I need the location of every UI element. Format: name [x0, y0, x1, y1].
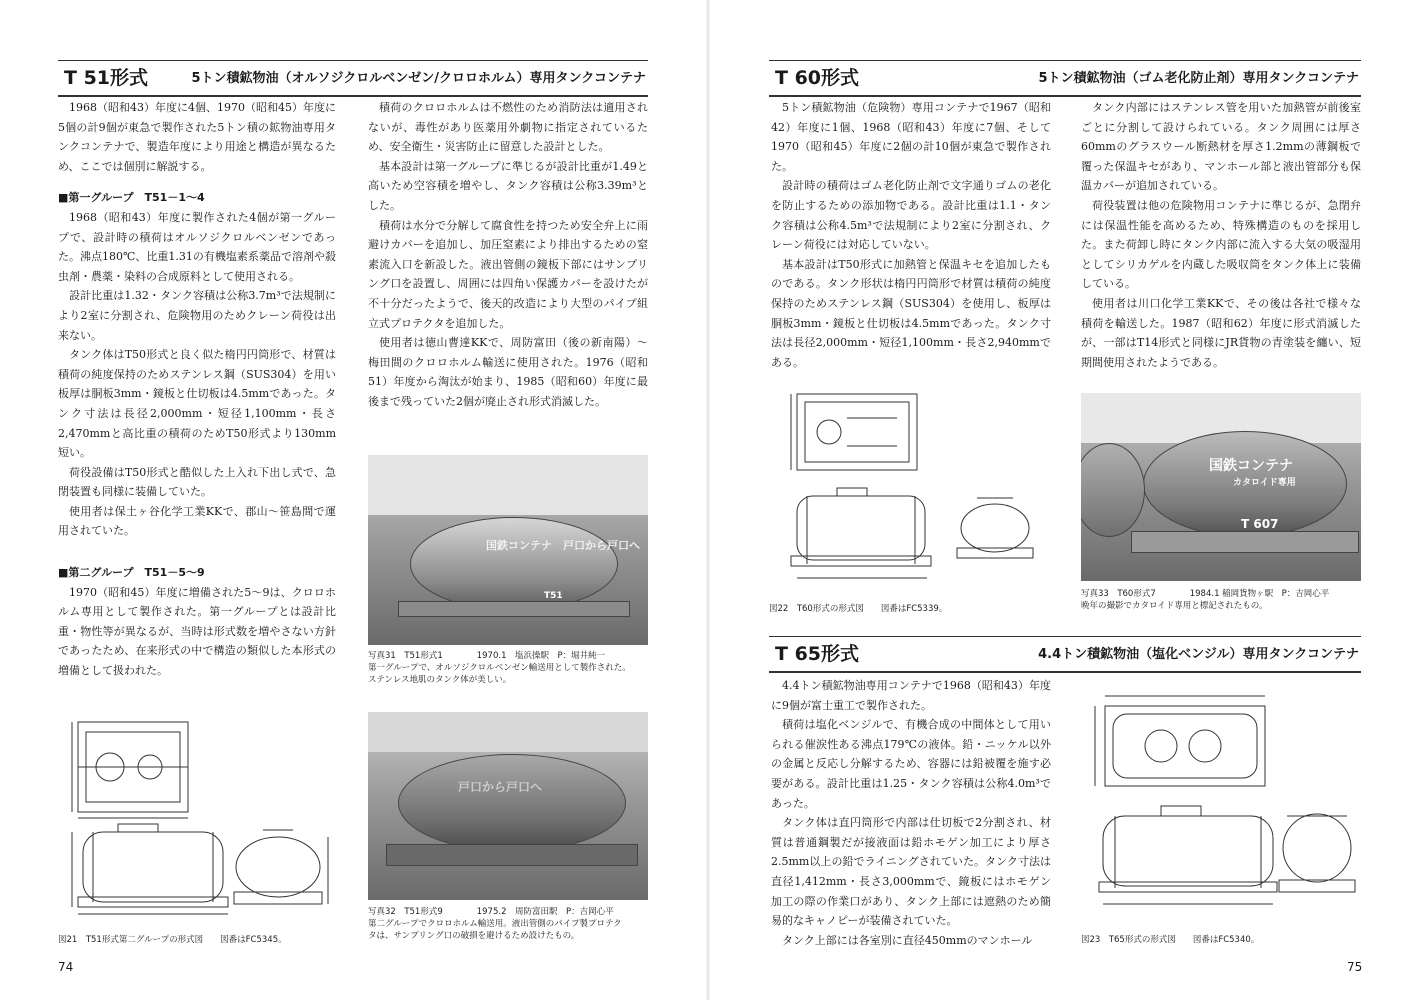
tank-body [398, 754, 626, 852]
tank-lettering: 戸口から戸口へ [458, 780, 543, 794]
page-number: 74 [58, 960, 74, 974]
photo-background [368, 455, 648, 515]
fig21-caption: 図21 T51形式第二グループの形式図 図番はFC5345。 [58, 935, 287, 945]
right-page [709, 0, 1417, 1000]
group-heading: ■第一グループ T51－1～4 [58, 191, 205, 205]
photo-31-caption: 写真31 T51形式1 1970.1 塩浜操駅 P：堀井純一 第一グループで、オルソジクロルベンゼン輸送用として製作された。 ステンレス地肌のタンク体が美しい。 [368, 651, 631, 685]
section-subtitle: 4.4トン積鉱物油（塩化ベンジル）専用タンクコンテナ [1038, 647, 1359, 662]
page-number: 75 [1347, 960, 1363, 974]
photo-32-caption: 写真32 T51形式9 1975.2 周防富田駅 P：吉岡心平 第二グループでクロロホルム輸送用。液出管側のパイプ製プロテク タは、サンプリング口の破損を避けるため設けたもの。 [368, 907, 622, 941]
section-header-t51 [58, 60, 648, 97]
technical-drawing-fig21 [58, 712, 348, 922]
paragraph: 積荷は水分で分解して腐食性を持つため安全弁上に雨避けカバーを追加し、加圧窒素により排出するための窒素流入口を新設した。液出管側の鏡板下部にはサンプリング口を設置し、周囲には四角い保護カバーを設けたが不十分だったようで、後天的改造により大型のパイプ組立式プロテクタを追加した。 [368, 218, 648, 330]
paragraph: 荷役設備はT50形式と酷似した上入れ下出し式で、急閉装置も同様に装備していた。 [58, 465, 336, 499]
tank-marking: T51 [544, 591, 563, 601]
paragraph: タンク内部にはステンレス管を用いた加熱管が前後室ごとに分割して設けられている。タンク周囲には厚さ60mmのグラスウール断熱材を厚さ1.2mmの薄鋼板で覆った保温キセがあり、マンホール部と液出管部分も保温カバーが追加されている。 [1081, 101, 1361, 193]
paragraph: 基本設計はT50形式に加熱管と保温キセを追加したものである。タンク形状は楕円円筒形で材質は積荷の純度保持のためステンレス鋼（SUS304）を使用し、板厚は胴板3mm・鏡板と仕切板は4.5mmであった。タンク寸法は長径2,000mm・短径1,100mm・長さ2,940mmである。 [771, 257, 1051, 369]
paragraph: 荷役装置は他の危険物用コンテナに準じるが、急閉弁には保温性能を高めるため、特殊構造のものを採用した。また荷卸し時にタンク内部に流入する大気の吸湿用としてシリカゲルを内蔵した吸収筒をタンク体上に装備している。 [1081, 198, 1361, 291]
paragraph: タンク体は直円筒形で内部は仕切板で2分割され、材質は普通鋼製だが接液面は鉛ホモゲン加工により厚さ2.5mm以上の鉛でライニングされていた。タンク寸法は直径1,412mm・長さ3,000mmで、鏡板にはホモゲン加工の際の作業口があり、タンク上部には遮熱のため簡易的なキャノピーが装備されていた。 [771, 816, 1051, 928]
t65-text-column-1 [771, 676, 1051, 950]
photo-33 [1081, 393, 1361, 581]
section-code: T 65形式 [775, 643, 860, 665]
text-column-2 [368, 98, 648, 412]
tank-lettering-sub: カタロイド専用 [1233, 478, 1296, 488]
photo-background [368, 712, 648, 752]
fig23-caption: 図23 T65形式の形式図 図番はFC5340。 [1081, 935, 1260, 945]
paragraph: タンク体はT50形式と良く似た楕円円筒形で、材質は積荷の純度保持のためステンレス鋼（SUS304）を用い板厚は胴板3mm・鏡板と仕切板は4.5mmであった。タンク寸法は長径2,000mm・短径1,100mm・長さ2,470mmと高比重の積荷のためT50形式より130mm短い。 [58, 348, 336, 460]
tank-marking: T 607 [1241, 517, 1279, 531]
adjacent-tank [1081, 443, 1145, 537]
t60-text-column-2 [1081, 98, 1361, 372]
paragraph: タンク上部には各室別に直径450mmのマンホール [782, 933, 1033, 947]
photo-33-caption: 写真33 T60形式7 1984.1 稲岡貨物ヶ駅 P：吉岡心平 晩年の撮影でカタロイド専用と標記されたもの。 [1081, 589, 1330, 611]
paragraph: 使用者は川口化学工業KKで、その後は各社で様々な積荷を輸送した。1987（昭和62）年度に形式消滅したが、一部はT14形式と同様にJR貨物の青塗装を纏い、短期間使用されたようである。 [1081, 296, 1361, 369]
section-header-t60 [769, 60, 1361, 97]
paragraph: 使用者は徳山曹達KKで、周防富田（後の新南陽）～梅田間のクロロホルム輸送に使用された。1976（昭和51）年度から淘汰が始まり、1985（昭和60）年度に最後まで残っていた2個が廃止され形式消滅した。 [368, 336, 648, 408]
paragraph: 設計比重は1.32・タンク容積は公称3.7m³で法規制により2室に分割され、危険物用のためクレーン荷役は出来ない。 [58, 289, 336, 342]
paragraph: 使用者は保土ヶ谷化学工業KKで、郡山～笹島間で運用されていた。 [58, 504, 336, 538]
section-header-t65 [769, 636, 1361, 673]
paragraph: 基本設計は第一グループに準じるが設計比重が1.49と高いため空容積を増やし、タンク容積は公称3.39m³とした。 [368, 159, 648, 212]
technical-drawing-fig23 [1081, 676, 1363, 920]
paragraph: 5トン積鉱物油（危険物）専用コンテナで1967（昭和42）年度に1個、1968（昭和43）年度に7個、そして1970（昭和45）年度に2個の計10個が東急で製作された。 [771, 101, 1051, 173]
paragraph: 1968（昭和43）年度に4個、1970（昭和45）年度に5個の計9個が東急で製作された5トン積の鉱物油専用タンクコンテナで、製造年度により用途と構造が異なるため、ここでは個別に解説する。 [58, 101, 336, 173]
paragraph: 積荷のクロロホルムは不燃性のため消防法は適用されないが、毒性があり医薬用外劇物に指定されているため、安全衛生・災害防止に留意した設計とした。 [368, 101, 648, 154]
photo-31 [368, 455, 648, 645]
paragraph: 4.4トン積鉱物油専用コンテナで1968（昭和43）年度に9個が富士重工で製作された。 [771, 679, 1051, 712]
fig22-caption: 図22 T60形式の形式図 図番はFC5339。 [769, 604, 948, 614]
section-code: T 51形式 [64, 67, 149, 89]
paragraph: 1968（昭和43）年度に製作された4個が第一グループで、設計時の積荷はオルソジクロルベンゼンであった。沸点180℃、比重1.31の有機塩素系薬品で溶剤や殺虫剤・農薬・染料の合成原料として使用される。 [58, 210, 336, 283]
container-frame [398, 601, 630, 617]
text-column-1 [58, 98, 336, 681]
paragraph: 積荷は塩化ベンジルで、有機合成の中間体として用いられる催涙性ある沸点179℃の液体。鉛・ニッケル以外の金属と反応し分解するため、容器には鉛被覆を施す必要がある。設計比重は1.25・タンク容積は公称4.0m³であった。 [771, 718, 1051, 810]
section-subtitle: 5トン積鉱物油（オルソジクロルベンゼン/クロロホルム）専用タンクコンテナ [191, 71, 646, 86]
paragraph: 1970（昭和45）年度に増備された5～9は、クロロホルム専用として製作された。第一グループとは設計比重・物性等が異なるが、当時は形式数を増やさない方針であったため、在来形式の中で構造の類似した本形式の増備として扱われた。 [58, 585, 336, 678]
section-subtitle: 5トン積鉱物油（ゴム老化防止剤）専用タンクコンテナ [1038, 71, 1359, 86]
tank-lettering: 国鉄コンテナ [1209, 458, 1293, 474]
container-frame [1131, 531, 1359, 553]
tank-body [410, 517, 618, 611]
technical-drawing-fig22 [767, 388, 1067, 596]
tank-lettering: 国鉄コンテナ 戸口から戸口へ [486, 539, 640, 552]
section-code: T 60形式 [775, 67, 860, 89]
container-frame [386, 844, 638, 866]
left-page [0, 0, 708, 1000]
paragraph: 設計時の積荷はゴム老化防止剤で文字通りゴムの老化を防止するための添加物である。設計比重は1.1・タンク容積は公称4.5m³で法規制により2室に分割され、クレーン荷役には対応していない。 [771, 179, 1051, 252]
t60-text-column-1 [771, 98, 1051, 372]
group-heading: ■第二グループ T51－5～9 [58, 566, 205, 580]
photo-32 [368, 712, 648, 900]
